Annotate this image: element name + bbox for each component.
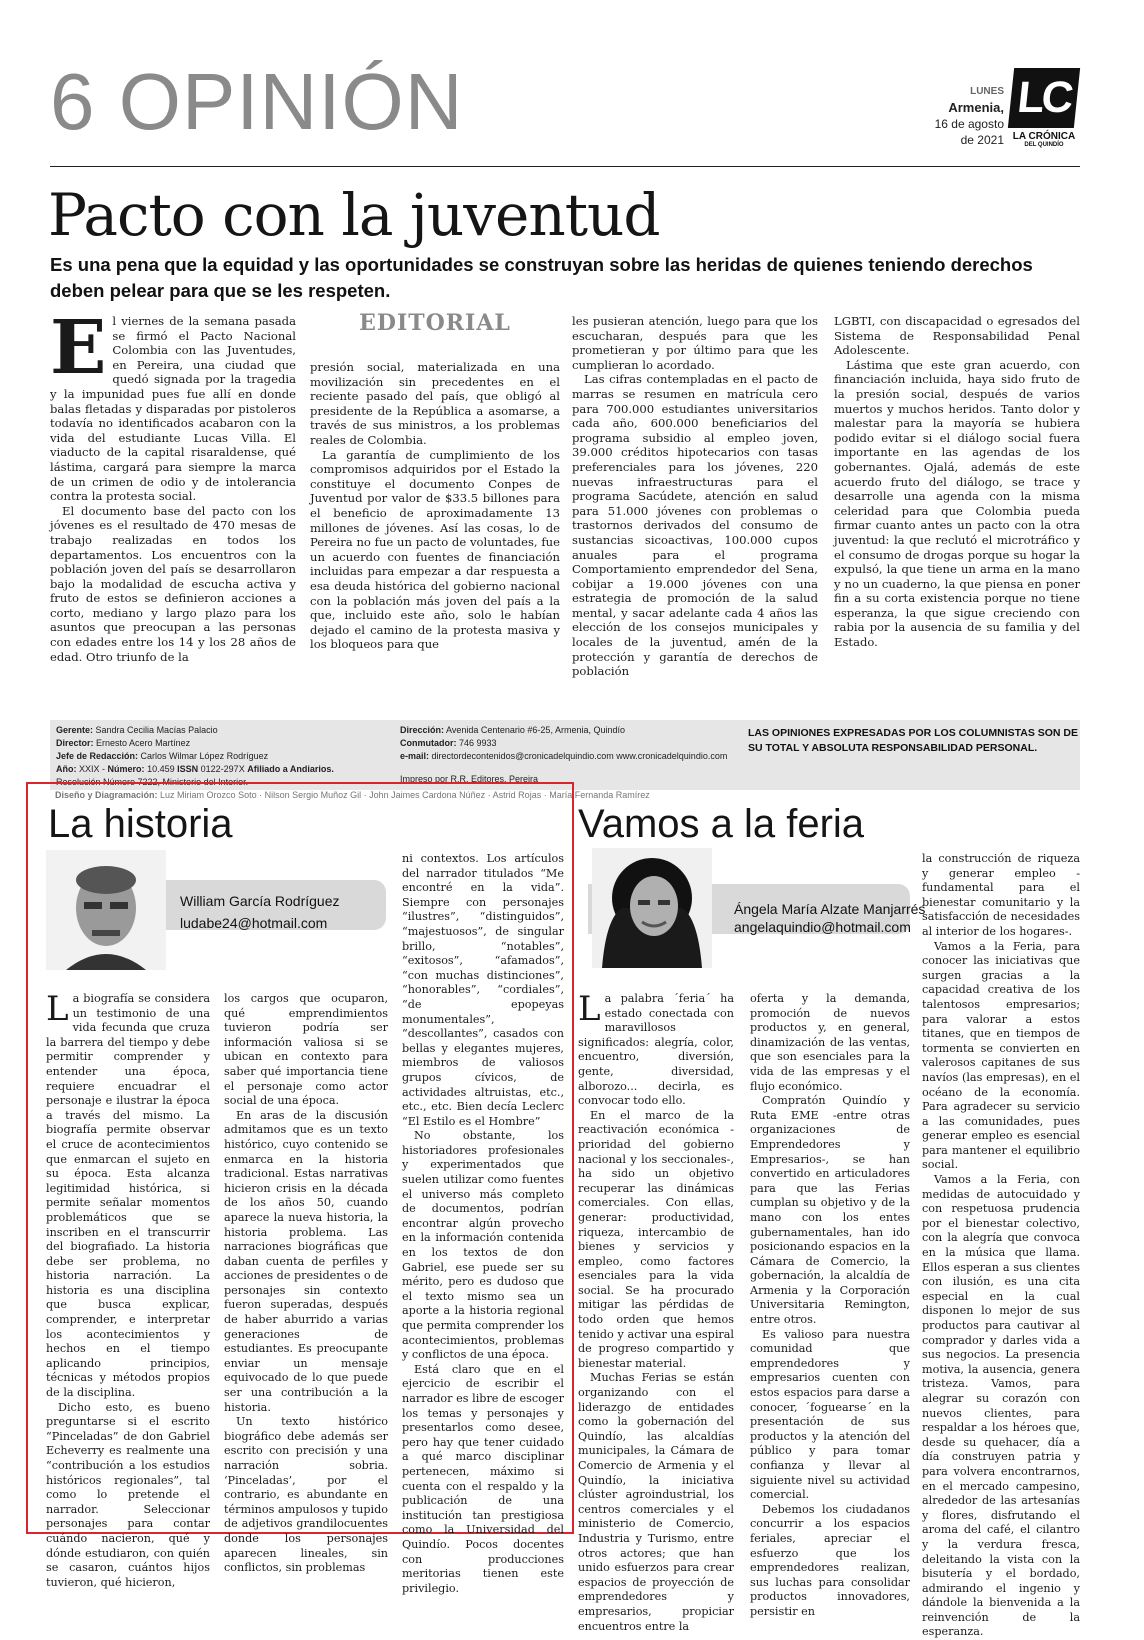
paragraph: La garantía de cumplimiento de los compromisos adquiridos por el Estado la constituye el documento Conpes de Juventud por valor de $33.5 billones para el beneficio de aproximadamente 13 millones de jóvenes. Así las cosas, lo de Pereira no fue un pacto de voluntades, fue un acuerdo con fuentes de financiación incluidas para empezar a dar respuesta a esa deuda histórica del gobierno nacional con la población más joven del país a la que, incluido este año, solo le habían dejado el camino de la protesta masiva y los bloqueos para que xyxy=(310,447,560,652)
paragraph: Vamos a la Feria, para conocer las iniciativas que surgen gracias a la capacidad creativa de los talentosos empresarios; para valorar a estos titanes, que en tiempos de tormenta se convierten en valerosos capitanes de sus navíos (las empresas), en el océano de la economía. Para agradecer su servicio a las comunidades, pues generar empleo es esencial para mantener el equilibrio social. xyxy=(922,939,1080,1172)
historia-dropcap: L xyxy=(46,989,69,1029)
historia-title: La historia xyxy=(48,802,233,846)
header-rule xyxy=(50,166,1080,167)
date-line-2: de 2021 xyxy=(960,133,1004,147)
date-block xyxy=(935,84,1004,148)
paragraph: la construcción de riqueza y generar empleo -fundamental para el bienestar comunitario y la satisfacción de necesidades al interior de los hogares-. xyxy=(922,852,1080,938)
masthead-contact: Dirección: Avenida Centenario #6-25, Armenia, Quindío Conmutador: 746 9933 e-mail: directordecontenidos@cronicadelquindio.com www.cronicadelquindio.com Impreso por R.R. Editores, Pereira xyxy=(400,725,728,784)
logo-sub: DEL QUINDÍO xyxy=(1024,142,1064,148)
date-line-1: 16 de agosto xyxy=(934,117,1004,131)
paragraph: los cargos que ocuparon, qué emprendimientos tuvieron podría ser información valiosa si se ubican en contexto para saber qué importancia tiene el personaje como actor social de una época. xyxy=(224,992,388,1108)
historia-column-2 xyxy=(224,992,388,1575)
paragraph: Es valioso para nuestra comunidad que emprendedores y empresarios cuenten con estos espacios para darse a conocer, ´foguearse´ en la presentación de sus productos y la atención del público y para tomar confianza y llevar al siguiente nivel su actividad comercial. xyxy=(750,1327,910,1502)
feria-author-name: Ángela María Alzate Manjarrés xyxy=(734,901,926,917)
design-credits: Diseño y Diagramación: Luz Miriam Orozco Soto · Nilson Sergio Muñoz Gil · John Jaimes Cardona Núñez · Astrid Rojas · María Fernanda Ramírez xyxy=(55,790,650,800)
feria-title: Vamos a la feria xyxy=(578,802,865,846)
email-link[interactable]: directordecontenidos@cronicadelquindio.com www.cronicadelquindio.com xyxy=(431,751,728,761)
paragraph: ni contextos. Los artículos del narrador titulados “Me encontré en la vida”. Siempre con personajes “ilustres”, “distinguidos”, “majestuosos”, de singular brillo, “notables”, “exitosos”, “afamados”, “con muchas distinciones”, “honorables”, “cordiales”, “de epopeyas monumentales”, “descollantes”, casados con bellas y elegantes mujeres, miembros de valiosos grupos cívicos, de actividades altruistas, etc., etc., etc. Bien decía Leclerc “El Estilo es el Hombre” xyxy=(402,852,564,1128)
editorial-column-4 xyxy=(834,314,1080,714)
feria-column-2 xyxy=(750,992,910,1618)
logo-name: LA CRÓNICA xyxy=(1012,131,1076,142)
paragraph: Compratón Quindío y Ruta EME -entre otras organizaciones de Emprendedores y Empresarios-, se han convertido en articuladores para que las Ferias cumplan su objetivo y de la mano con los entes gubernamentales, han ido posicionando espacios en la Cámara de Comercio, la gobernación, la alcaldía de Armenia y la Corporación Universitaria Remington, entre otros. xyxy=(750,1094,910,1327)
city: Armenia, xyxy=(948,100,1004,115)
paragraph: Lástima que este gran acuerdo, con financiación incluida, haya sido fruto de la presión social, después de varios muertos y muchos heridos. Tanto dolor y malestar para la mayoría se hubiera podido evitar si el diálogo social fuera importante en las agendas de los gobernantes. Ojalá, además de este acuerdo fruto del diálogo, se trace y desarrolle una agenda con la misma celeridad para que Colombia pueda firmar cuanto antes un pacto con la otra juventud: la que reclutó el microtráfico y el consumo de drogas porque su hogar la expulsó, la que tiene un arma en la mano y no un cuaderno, la que piensa en poner fin a su corta existencia porque no tiene esperanza, la que sigue creciendo con rabia por la ausencia de su familia y del Estado. xyxy=(834,357,1080,650)
paragraph: a biografía se considera un testimonio de una vida fecunda que cruza la barrera del tiempo y debe permitir comprender y entender una época, requiere encuadrar el personaje e ilustrar la época a través del mismo. La biografía permite observar el cruce de acontecimientos que enmarcan el sujeto en su época. Esta alcanza legitimidad histórica, si permite señalar momentos problemáticos que se inscriben en el transcurrir del biografiado. La historia debe ser problema, no historia narración. La historia es una disciplina que busca explicar, comprender, e interpretar los acontecimientos y hechos en el tiempo aplicando principios, técnicas y métodos propios de la disciplina. xyxy=(46,992,210,1400)
editorial-column-1 xyxy=(50,305,296,714)
section-label: 6 OPINIÓN xyxy=(50,57,464,146)
editorial-column-2 xyxy=(310,360,560,714)
paragraph: En aras de la discusión admitamos que es un texto histórico, cuyo contenido se enmarca en la historia tradicional. Estas narrativas hicieron crisis en la década de los años 50, cuando aparece la nueva historia, la historia problema. Las narraciones biográficas que daban cuenta de perfiles y acciones de presidentes o de personajes sin contexto fueron superadas, después de haber aburrido a varias generaciones de estudiantes. Es preocupante enviar un mensaje equivocado de lo que puede ser una contribución a la historia. xyxy=(224,1108,388,1414)
historia-author-photo xyxy=(46,850,166,970)
disclaimer: LAS OPINIONES EXPRESADAS POR LOS COLUMNISTAS SON DE SU TOTAL Y ABSOLUTA RESPONSABILIDAD PERSONAL. xyxy=(748,727,1079,754)
paragraph: El documento base del pacto con los jóvenes es el resultado de 470 mesas de trabajo realizadas en todos los departamentos. Los encuentros con la población joven del país se desarrollaron bajo la modalidad de escucha activa y fruto de estos se definieron acciones a corto, mediano y largo plazo para los asuntos que preocupan a las personas con edades entre los 14 y los 28 años de edad. Otro triunfo de la xyxy=(50,503,296,664)
portrait-icon xyxy=(46,850,166,970)
paragraph: a palabra ´feria´ ha estado conectada con maravillosos significados: alegría, color, encuentro, diversión, gente, diversidad, alborozo... decirla, es convocar todo ello. xyxy=(578,992,734,1108)
editorial-title: Pacto con la juventud xyxy=(48,181,660,249)
masthead-staff: Gerente: Sandra Cecilia Macías Palacio Director: Ernesto Acero Martínez Jefe de Redacción: Carlos Wilmar López Rodríguez Año: XXIX - Número: 10.459 ISSN 0122-297X Afiliado a Andiarios. Resolución Número 7222, Ministerio del Interior. xyxy=(56,725,334,787)
historia-column-3 xyxy=(402,852,564,1595)
paragraph: oferta y la demanda, promoción de nuevos productos y, en general, dinamización de las ventas, que son esenciales para la vida de las empresas y el flujo económico. xyxy=(750,992,910,1093)
feria-author-photo xyxy=(592,848,712,968)
editorial-label: EDITORIAL xyxy=(359,310,511,336)
feria-column-1 xyxy=(578,989,734,1633)
paragraph: Está claro que en el ejercicio de escribir el narrador es libre de escoger los temas y personajes y presentarlos como desee, pero hay que tener cuidado a qué marco disciplinar pertenecen, máximo si cuenta con el respaldo y la publicación de una institución tan prestigiosa como la Universidad del Quindío. Pocos docentes con producciones meritorias tienen este privilegio. xyxy=(402,1362,564,1595)
weekday: LUNES xyxy=(970,86,1004,97)
paragraph: Las cifras contempladas en el pacto de marras se resumen en matrícula cero para 700.000 estudiantes universitarios cada año, 600.000 beneficiarios del programa subsidio al empleo joven, 39.000 créditos hipotecarios con tasas preferenciales para los jóvenes, 220 nuevas infraestructuras para el programa Sacúdete, atención en salud para 51.000 jóvenes con problemas o trastornos derivados del consumo de sustancias sicoactivas, 100.000 cupos anuales para el programa Comportamiento emprendedor del Sena, cobijar a 19.000 jóvenes con una estrategia de promoción de la salud mental, y sacar adelante cada 4 años las elección de los consejos municipales y locales de la juventud, amén de la protección y garantía de derechos de población xyxy=(572,372,818,679)
editorial-dropcap: E xyxy=(50,305,107,391)
feria-column-3 xyxy=(922,852,1080,1639)
paragraph: les pusieran atención, luego para que los escucharan, después para que les prometieran y por último para que les cumplieran lo acordado. xyxy=(572,314,818,372)
paragraph: l viernes de la semana pasada se firmó el Pacto Nacional Colombia con las Juventudes, en Pereira, una ciudad que quedó signada por la tragedia y la impunidad pues fue allí en donde balas fletadas y disparadas por pistoleros todavía no identificados acabaron con la vida del estudiante Lucas Villa. El viaducto de la capital risaraldense, qué lástima, cargará para siempre la marca de un crimen de odio y de intolerancia contra la protesta social. xyxy=(50,314,296,504)
paragraph: Debemos los ciudadanos concurrir a los espacios feriales, apreciar el esfuerzo que los emprendedores realizan, sus luchas para consolidar productos innovadores, persistir en xyxy=(750,1502,910,1618)
newspaper-logo xyxy=(1008,68,1080,148)
feria-author-email[interactable]: angelaquindio@hotmail.com xyxy=(734,919,911,935)
paragraph: presión social, materializada en una movilización sin precedentes en el reciente pasado del país, que obligó al presidente de la República a asomarse, a través de sus ministros, a los problemas reales de Colombia. xyxy=(310,360,560,447)
paragraph: LGBTI, con discapacidad o egresados del Sistema de Responsabilidad Penal Adolescente. xyxy=(834,314,1080,358)
historia-column-1 xyxy=(46,989,210,1589)
portrait-icon xyxy=(592,848,712,968)
paragraph: No obstante, los historiadores profesionales y experimentados que suelen utilizar como fuentes el universo más completo de documentos, podrían encontrar algún provecho en la información contenida en los textos de don Gabriel, ese puede ser su mérito, pero es dudoso que el texto mismo sea un aporte a la historia regional que permita comprender los acontecimientos, problemas y conflictos de una época. xyxy=(402,1129,564,1362)
editorial-deck: Es una pena que la equidad y las oportunidades se construyan sobre las heridas de quienes teniendo derechos deben pelear para que se les respeten. xyxy=(50,254,1033,301)
paragraph: Muchas Ferias se están organizando con el liderazgo de entidades como la gobernación del Quindío, las alcaldías municipales, la Cámara de Comercio de Armenia y el Quindío, la iniciativa clúster agroindustrial, los centros comerciales y el ministerio de Comercio, Industria y Turismo, entre otros actores; que han unido esfuerzos para crear espacios de proyección de emprendedores y empresarios, propiciar encuentros entre la xyxy=(578,1371,734,1633)
historia-author-email[interactable]: ludabe24@hotmail.com xyxy=(180,915,328,931)
paragraph: Dicho esto, es bueno preguntarse si el escrito “Pinceladas” de don Gabriel Echeverry es realmente una “contribución a los estudios históricos regionales”, tal como lo pretende el narrador. Seleccionar personajes para contar cuándo nacieron, qué y dónde estudiaron, con quién se casaron, cuántos hijos tuvieron, qué hicieron, xyxy=(46,1400,210,1589)
paragraph: En el marco de la reactivación económica -prioridad del gobierno nacional y los seccionales-, ha sido un objetivo recuperar las dinámicas comerciales. Con ellas, generar: productividad, riqueza, intercambio de bienes y servicios y empleo, como factores esenciales para la vida social. Se ha procurado mitigar las pérdidas de todo orden que hemos tenido y activar una espiral de progreso compartido y bienestar material. xyxy=(578,1108,734,1370)
paragraph: Un texto histórico biográfico debe además ser escrito con precisión y una narración sobria. ‘Pinceladas’, por el contrario, es abundante en términos ampulosos y tupido de adjetivos grandilocuentes donde los personajes aparecen lineales, sin conflictos, sin problemas xyxy=(224,1415,388,1575)
feria-dropcap: L xyxy=(578,989,601,1029)
paragraph: Vamos a la Feria, con medidas de autocuidado y con respetuosa prudencia por el bienestar colectivo, con la alegría que convoca en la música que llama. Ellos esperan a sus clientes con ilusión, es una cita especial en la cual disponen lo mejor de sus productos para cautivar al comprador y darles vida a sus negocios. La presencia motiva, la ausencia, genera tristeza. Vamos, para alegrar su corazón con nuevos clientes, para respaldar a los héroes que, desde su quehacer, día a día construyen patria y para volvera encontrarnos, en el mercado campesino, alrededor de las artesanías y flores, disfrutando el aroma del café, el cilantro y la verdura fresca, deleitando la vista con la bisutería y el bordado, admirando el ingenio y dándole la bienvenida a la reinvención de la esperanza. xyxy=(922,1173,1080,1639)
editorial-column-3 xyxy=(572,314,818,714)
historia-author-name: William García Rodríguez xyxy=(180,893,340,909)
logo-mark: LC xyxy=(1008,68,1080,128)
